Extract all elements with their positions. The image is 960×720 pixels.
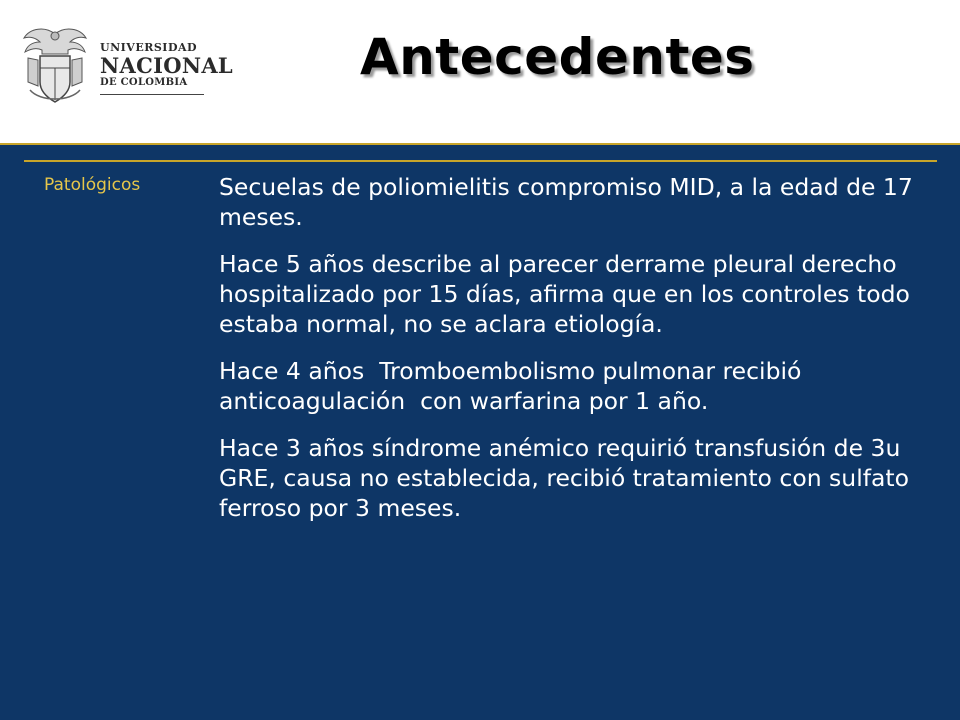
paragraph: Hace 4 años Tromboembolismo pulmonar recibió anticoagulación con warfarina por 1 año. xyxy=(219,357,809,415)
header xyxy=(0,0,960,143)
logo-line-nacional: NACIONAL xyxy=(100,53,233,78)
paragraph-list xyxy=(219,172,935,540)
logo-line-de-colombia: DE COLOMBIA xyxy=(100,77,188,88)
logo-underline xyxy=(100,94,204,95)
logo-wordmark xyxy=(100,42,233,88)
slide-title: Antecedentes xyxy=(360,28,755,86)
logo-line-universidad: UNIVERSIDAD xyxy=(100,41,198,54)
coat-of-arms-icon xyxy=(20,24,90,110)
paragraph: Hace 5 años describe al parecer derrame pleural derecho hospitalizado por 15 días, afirma que en los controles todo estaba normal, no se aclara etiología. xyxy=(219,250,918,338)
content-panel xyxy=(0,145,960,720)
content-divider xyxy=(24,160,937,162)
paragraph: Secuelas de poliomielitis compromiso MID, a la edad de 17 meses. xyxy=(219,173,921,231)
category-label: Patológicos xyxy=(44,175,141,195)
university-logo xyxy=(20,24,233,110)
paragraph: Hace 3 años síndrome anémico requirió transfusión de 3u GRE, causa no establecida, recibió tratamiento con sulfato ferroso por 3 meses. xyxy=(219,434,917,522)
